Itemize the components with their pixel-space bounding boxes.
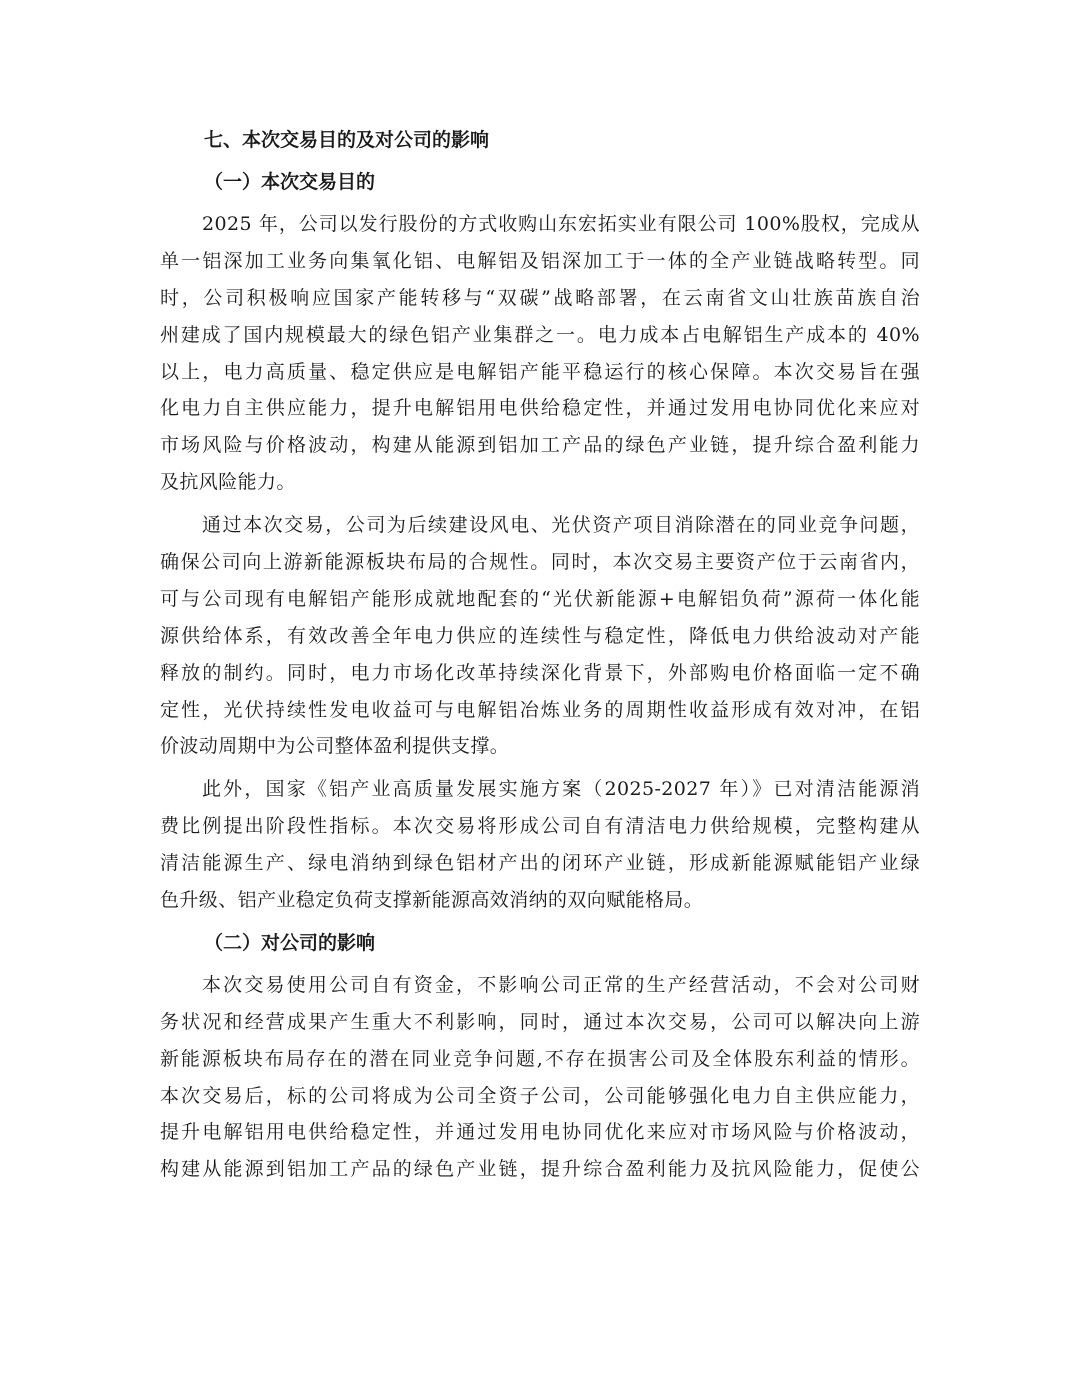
paragraph-line: 时，公司积极响应国家产能转移与“双碳”战略部署，在云南省文山壮族苗族自治 — [160, 286, 920, 309]
subsection-heading-purpose: （一）本次交易目的 — [204, 171, 376, 193]
paragraph-line: 务状况和经营成果产生重大不利影响，同时，通过本次交易，公司可以解决向上游 — [160, 1010, 920, 1033]
paragraph-line: 新能源板块布局存在的潜在同业竞争问题,不存在损害公司及全体股东利益的情形。 — [160, 1047, 920, 1070]
paragraph — [160, 771, 920, 919]
paragraph-line: 定性，光伏持续性发电收益可与电解铝冶炼业务的周期性收益形成有效对冲，在铝 — [160, 698, 920, 721]
paragraph-line: 市场风险与价格波动，构建从能源到铝加工产品的绿色产业链，提升综合盈利能力 — [160, 434, 920, 457]
paragraph-line: 本次交易使用公司自有资金，不影响公司正常的生产经营活动，不会对公司财 — [202, 973, 920, 996]
paragraph-line: 价波动周期中为公司整体盈利提供支撑。 — [160, 735, 510, 758]
paragraph-line: 清洁能源生产、绿电消纳到绿色铝材产出的闭环产业链，形成新能源赋能铝产业绿 — [160, 852, 920, 875]
paragraph-line: 2025 年，公司以发行股份的方式收购山东宏拓实业有限公司 100%股权，完成从 — [202, 213, 920, 235]
document-body — [160, 122, 920, 1188]
paragraph — [160, 967, 920, 1188]
paragraph-line: 本次交易后，标的公司将成为公司全资子公司，公司能够强化电力自主供应能力， — [160, 1084, 920, 1107]
paragraph-line: 提升电解铝用电供给稳定性，并通过发用电协同优化来应对市场风险与价格波动， — [160, 1121, 920, 1144]
section-title: 七、本次交易目的及对公司的影响 — [204, 129, 490, 151]
paragraph-line: 费比例提出阶段性指标。本次交易将形成公司自有清洁电力供给规模，完整构建从 — [160, 815, 920, 838]
paragraph-line: 通过本次交易，公司为后续建设风电、光伏资产项目消除潜在的同业竞争问题， — [202, 514, 920, 537]
paragraph-line: 确保公司向上游新能源板块布局的合规性。同时，本次交易主要资产位于云南省内， — [160, 551, 920, 574]
paragraph — [160, 507, 920, 765]
paragraph-line: 源供给体系，有效改善全年电力供应的连续性与稳定性，降低电力供给波动对产能 — [160, 624, 920, 647]
paragraph-line: 以上，电力高质量、稳定供应是电解铝产能平稳运行的核心保障。本次交易旨在强 — [160, 360, 920, 383]
paragraph-line: 构建从能源到铝加工产品的绿色产业链，提升综合盈利能力及抗风险能力，促使公 — [160, 1158, 920, 1181]
subsection-heading-impact: （二）对公司的影响 — [204, 931, 376, 954]
paragraph-line: 此外，国家《铝产业高质量发展实施方案（2025-2027 年）》已对清洁能源消 — [202, 778, 920, 801]
paragraph-line: 及抗风险能力。 — [160, 471, 296, 494]
paragraph — [160, 206, 920, 501]
paragraph-line: 单一铝深加工业务向集氧化铝、电解铝及铝深加工于一体的全产业链战略转型。同 — [160, 249, 920, 272]
paragraph-line: 色升级、铝产业稳定负荷支撑新能源高效消纳的双向赋能格局。 — [160, 889, 704, 912]
paragraph-line: 可与公司现有电解铝产能形成就地配套的“光伏新能源+电解铝负荷”源荷一体化能 — [160, 587, 920, 610]
paragraph-line: 释放的制约。同时，电力市场化改革持续深化背景下，外部购电价格面临一定不确 — [160, 661, 920, 684]
paragraph-line: 州建成了国内规模最大的绿色铝产业集群之一。电力成本占电解铝生产成本的 40% — [160, 323, 920, 346]
paragraph-line: 化电力自主供应能力，提升电解铝用电供给稳定性，并通过发用电协同优化来应对 — [160, 397, 920, 420]
